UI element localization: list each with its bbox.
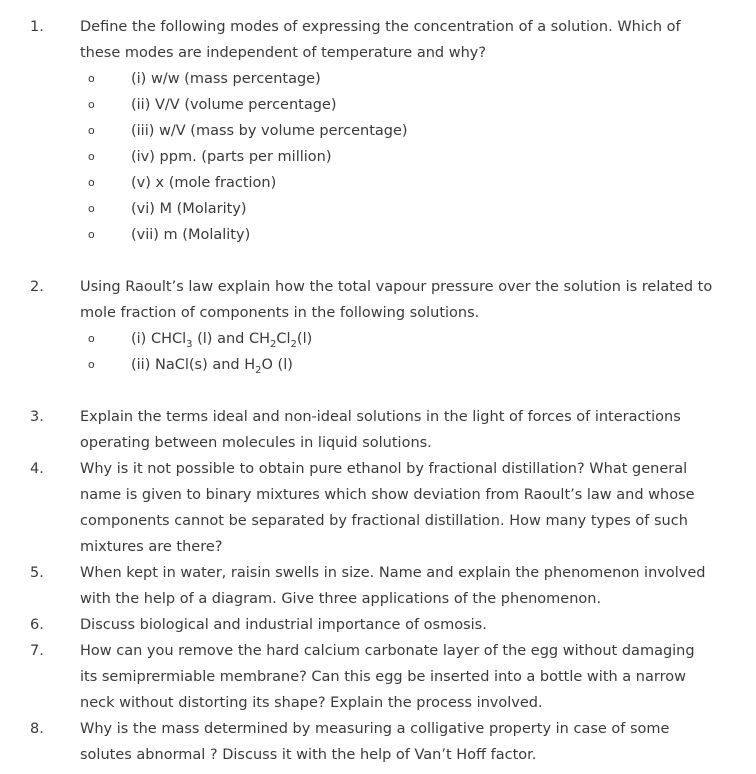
sub-item-text: (ii) NaCl(s) and $H_2O$ (l) (131, 357, 293, 376)
sub-item (80, 196, 740, 222)
subscript: 2 (270, 338, 277, 350)
bullet-icon: o (88, 202, 95, 215)
bullet-icon: o (88, 332, 95, 345)
question-body (80, 638, 740, 716)
question-number: 6. (30, 617, 44, 633)
question-number: 4. (30, 461, 44, 477)
sub-item-text: (ii) V/V (volume percentage) (131, 97, 337, 113)
question-text-line: When kept in water, raisin swells in size. Name and explain the phenomenon involved (80, 565, 706, 581)
question-body (80, 456, 740, 560)
sub-item (80, 326, 740, 352)
sub-item-text: (iii) w/V (mass by volume percentage) (131, 123, 408, 139)
sub-item-text: (vii) m (Molality) (131, 227, 251, 243)
question-text-line: mole fraction of components in the following solutions. (80, 305, 480, 321)
question-number: 5. (30, 565, 44, 581)
sub-item (80, 352, 740, 378)
question-text-line: Discuss biological and industrial importance of osmosis. (80, 617, 487, 633)
sub-item-text: (i) CHCl$_3$ (l) and $CH_2Cl_2(l)$ (131, 331, 313, 350)
question-text-line: neck without distorting its shape? Explain the process involved. (80, 695, 543, 711)
bullet-icon: o (88, 358, 95, 371)
sub-item-text: (iv) ppm. (parts per million) (131, 149, 332, 165)
sub-item-text: (vi) M (Molarity) (131, 201, 247, 217)
sub-item (80, 170, 740, 196)
question-text-line: Why is the mass determined by measuring a colligative property in case of some (80, 721, 670, 737)
question-text-line: How can you remove the hard calcium carbonate layer of the egg without damaging (80, 643, 695, 659)
bullet-icon: o (88, 124, 95, 137)
bullet-icon: o (88, 176, 95, 189)
question-body (80, 716, 740, 768)
question-text-line: solutes abnormal ? Discuss it with the help of Van’t Hoff factor. (80, 747, 537, 763)
question-number: 7. (30, 643, 44, 659)
sub-item (80, 144, 740, 170)
sub-item (80, 92, 740, 118)
question-number: 3. (30, 409, 44, 425)
sub-item (80, 118, 740, 144)
question-text-line: these modes are independent of temperature and why? (80, 45, 487, 61)
question-text-line: name is given to binary mixtures which show deviation from Raoult’s law and whose (80, 487, 695, 503)
bullet-icon: o (88, 150, 95, 163)
question-number: 8. (30, 721, 44, 737)
question-text-line: mixtures are there? (80, 539, 223, 555)
question-text-line: Using Raoult’s law explain how the total vapour pressure over the solution is related to (80, 279, 713, 295)
sub-item (80, 66, 740, 92)
question-text-line: with the help of a diagram. Give three applications of the phenomenon. (80, 591, 602, 607)
bullet-icon: o (88, 98, 95, 111)
question-text-line: Why is it not possible to obtain pure ethanol by fractional distillation? What general (80, 461, 688, 477)
question-text-line: Define the following modes of expressing the concentration of a solution. Which of (80, 19, 681, 35)
sub-item-text: (i) w/w (mass percentage) (131, 71, 321, 87)
question-body (80, 560, 740, 612)
bullet-icon: o (88, 228, 95, 241)
bullet-icon: o (88, 72, 95, 85)
sub-item-text: (v) x (mole fraction) (131, 175, 277, 191)
subscript: 2 (255, 364, 262, 376)
question-number: 1. (30, 19, 44, 35)
question-body (80, 274, 740, 378)
sub-item (80, 222, 740, 248)
question-text-line: Explain the terms ideal and non-ideal solutions in the light of forces of interactions (80, 409, 681, 425)
question-body (80, 14, 740, 248)
question-text-line: operating between molecules in liquid solutions. (80, 435, 432, 451)
subscript: 3 (186, 338, 193, 350)
question-text-line: components cannot be separated by fractional distillation. How many types of such (80, 513, 688, 529)
question-text-line: its semiprermiable membrane? Can this egg be inserted into a bottle with a narrow (80, 669, 686, 685)
question-number: 2. (30, 279, 44, 295)
question-body (80, 404, 740, 456)
question-body (80, 612, 740, 638)
subscript: 2 (290, 338, 297, 350)
